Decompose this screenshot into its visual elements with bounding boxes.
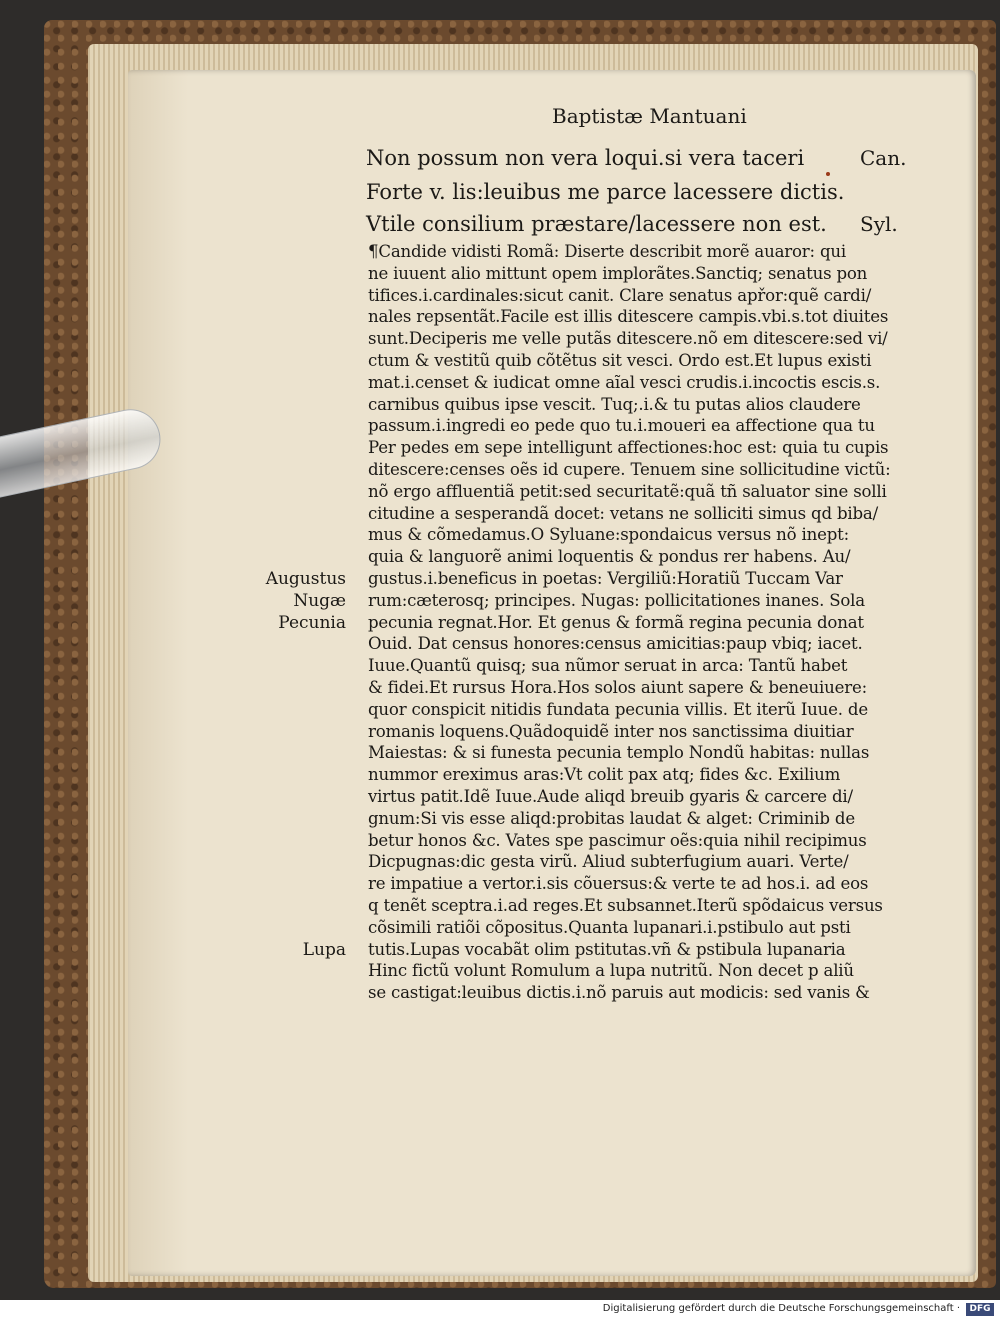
- commentary-line: quia & languorẽ animi loquentis & pondus rer habens. Au/: [368, 547, 851, 567]
- commentary-line: & fidei.Et rursus Hora.Hos solos aiunt sapere & beneuiuere:: [368, 678, 867, 697]
- commentary-line: citudine a sesperandã docet: vetans ne solliciti simus qd biba/: [368, 503, 878, 523]
- commentary-line: betur honos &c. Vates spe pascimur oẽs:quia nihil recipimus: [368, 830, 867, 850]
- glass-ruler-body: [0, 408, 162, 504]
- margin-note: Nugæ: [293, 590, 346, 611]
- commentary-line: ditescere:censes oẽs id cupere. Tenuem sine sollicitudine victũ:: [368, 460, 891, 479]
- commentary-line: Ouid. Dat census honores:census amicitias:paup vbiq; iacet.: [368, 634, 863, 654]
- commentary-line: q tenẽt sceptra.i.ad reges.Et subsannet.Iterũ spõdaicus versus: [368, 896, 883, 915]
- commentary-line: ¶Candide vidisti Romã: Diserte describit morẽ auaror: qui: [368, 242, 847, 261]
- commentary-line: passum.i.ingredi eo pede quo tu.i.moueri ea affectione qua tu: [368, 416, 875, 436]
- dfg-logo: DFG: [966, 1303, 994, 1316]
- commentary-line: mat.i.censet & iudicat omne aĩal vesci crudis.i.incoctis escis.s.: [368, 372, 881, 392]
- glass-ruler: [0, 408, 162, 518]
- commentary-line: quor conspicit nitidis fundata pecunia villis. Et iterũ Iuue. de: [368, 699, 868, 719]
- commentary-line: Hinc fictũ volunt Romulum a lupa nutritũ. Non decet p aliũ: [368, 961, 854, 981]
- footer-bar: [0, 1300, 1000, 1320]
- commentary-line: nales repsentãt.Facile est illis ditescere campis.vbi.s.tot diuites: [368, 307, 889, 327]
- commentary-line: carnibus quibus ipse vescit. Tuq;.i.& tu putas alios claudere: [368, 394, 861, 414]
- commentary-line: gnum:Si vis esse aliqd:probitas laudat & alget: Criminib de: [368, 808, 855, 828]
- commentary-line: mus & cõmedamus.O Syluane:spondaicus versus nõ inept:: [368, 525, 850, 545]
- commentary-line: pecunia regnat.Hor. Et genus & formã regina pecunia donat: [368, 612, 864, 632]
- commentary-line: se castigat:leuibus dictis.i.nõ paruis aut modicis: sed vanis &: [368, 983, 870, 1003]
- footer-credit: Digitalisierung gefördert durch die Deutsche Forschungsgemeinschaft ·: [602, 1303, 960, 1314]
- commentary-line: Maiestas: & si funesta pecunia templo Nondũ habitas: nullas: [368, 743, 870, 763]
- speaker-label: Can.: [860, 146, 907, 170]
- commentary-line: gustus.i.beneficus in poetas: Vergiliũ:Horatiũ Tuccam Var: [368, 569, 843, 588]
- commentary-line: nõ ergo affluentiã petit:sed securitatẽ:quã tñ saluator sine solli: [368, 481, 887, 501]
- verse-line: Non possum non vera loqui.si vera taceri: [366, 146, 805, 170]
- commentary-line: sunt.Deciperis me velle putãs ditescere.nõ em ditescere:sed vi/: [368, 329, 888, 349]
- margin-note: Pecunia: [278, 612, 346, 633]
- speaker-label: Syl.: [860, 212, 898, 236]
- commentary-line: rum:cæterosq; principes. Nugas: pollicitationes inanes. Sola: [368, 590, 865, 610]
- commentary-line: nummor ereximus aras:Vt colit pax atq; fides &c. Exilium: [368, 765, 841, 785]
- verse-line: Vtile consilium præstare/lacessere non est.: [366, 212, 827, 236]
- commentary-line: tifices.i.cardinales:sicut canit. Clare senatus apřor:quẽ cardi/: [368, 285, 872, 305]
- verse-line: Forte v. lis:leuibus me parce lacessere dictis.: [366, 180, 845, 204]
- commentary-line: re impatiue a vertor.i.sis cõuersus:& verte te ad hos.i. ad eos: [368, 874, 869, 894]
- margin-note: Lupa: [302, 939, 346, 960]
- commentary-line: Dicpugnas:dic gesta virũ. Aliud subterfugium auari. Verte/: [368, 852, 849, 872]
- commentary-line: Per pedes em sepe intelligunt affectiones:hoc est: quia tu cupis: [368, 438, 889, 458]
- commentary-line: romanis loquens.Quãdoquidẽ inter nos sanctissima diuitiar: [368, 721, 854, 741]
- commentary-line: ctum & vestitũ quib cõtẽtus sit vesci. Ordo est.Et lupus existi: [368, 351, 872, 370]
- margin-note: Augustus: [265, 569, 346, 589]
- commentary-line: Iuue.Quantũ quisq; sua nũmor seruat in arca: Tantũ habet: [368, 656, 848, 676]
- ink-spot: [826, 172, 830, 176]
- commentary-line: virtus patit.Idẽ Iuue.Aude aliqd breuib gyaris & carcere di/: [368, 787, 853, 806]
- commentary-line: tutis.Lupas vocabãt olim pstitutas.vñ & pstibula lupanaria: [368, 939, 846, 959]
- commentary-line: cõsimili ratiõi cõpositus.Quanta lupanari.i.pstibulo aut psti: [368, 917, 851, 937]
- running-head: Baptistæ Mantuani: [552, 104, 747, 128]
- commentary-line: ne iuuent alio mittunt opem implorãtes.Sanctiq; senatus pon: [368, 263, 868, 283]
